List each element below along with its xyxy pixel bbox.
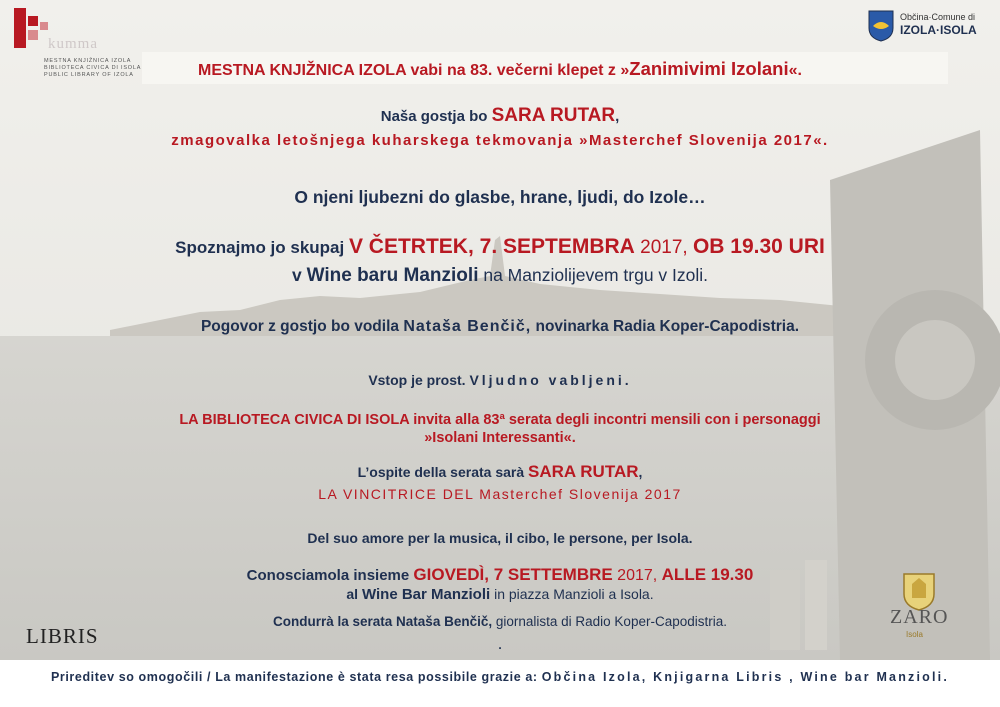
it-invite-line-2: »Isolani Interessanti«. — [424, 430, 576, 446]
sl-guest-intro: Naša gostja bo — [380, 108, 492, 125]
it-host-post: giornalista di Radio Koper-Capodistria. — [492, 614, 727, 629]
library-logo-line-1: MESTNA KNJIŽNICA IZOLA — [44, 58, 132, 64]
it-meet-intro: Conosciamola insieme — [246, 567, 414, 584]
it-host-name: Nataša Benčič, — [396, 614, 493, 629]
it-invite-line-1: LA BIBLIOTECA CIVICA DI ISOLA invita alla 83ª serata degli incontri mensili con i personaggi — [179, 412, 821, 428]
it-meet-day: GIOVEDÌ, 7 SETTEMBRE — [413, 565, 613, 584]
sl-about: O njeni ljubezni do glasbe, hrane, ljudi, do Izole… — [294, 187, 706, 207]
it-meet-year: 2017, — [612, 567, 662, 584]
it-host-pre: Condurrà la serata — [273, 614, 397, 629]
municipality-name-line-2: IZOLA·ISOLA — [900, 23, 977, 37]
trailing-dot: . — [498, 638, 502, 652]
it-meet-time: ALLE 19.30 — [661, 565, 754, 584]
sl-entry-pre: Vstop je prost. — [368, 372, 470, 388]
sl-guest-description: zmagovalka letošnjega kuharskega tekmovanja »Masterchef Slovenija 2017«. — [171, 132, 829, 149]
sl-guest-line — [0, 105, 1000, 127]
footer-names: Občina Izola, Knjigarna Libris , Wine bar Manzioli. — [541, 670, 950, 684]
it-place-post: in piazza Manzioli a Isola. — [490, 586, 654, 602]
municipality-name-line-1: Občina·Comune di — [900, 12, 976, 22]
it-guest-comma: , — [638, 464, 643, 480]
it-guest-intro: L’ospite della serata sarà — [357, 464, 529, 480]
footer-text — [0, 670, 1000, 684]
it-guest-name: SARA RUTAR — [528, 462, 639, 481]
zaro-wordmark: ZARO — [890, 606, 949, 628]
sponsors-footer — [0, 660, 1000, 707]
library-logo-wordmark: kumma — [48, 36, 98, 52]
sl-place-line — [0, 265, 1000, 287]
sl-entry-line — [0, 372, 1000, 388]
title-highlight: Zanimivimi Izolani — [629, 58, 789, 79]
it-place-pre: al — [346, 586, 362, 602]
it-place-line — [0, 586, 1000, 603]
it-guest-line — [0, 462, 1000, 482]
sl-meet-year: 2017, — [634, 237, 693, 258]
sl-meet-day: V ČETRTEK, 7. SEPTEMBRA — [348, 235, 635, 258]
sl-entry-welcome: Vljudno vabljeni. — [469, 372, 632, 388]
sl-guest-comma: , — [615, 108, 620, 125]
sl-place-pre: v — [291, 265, 307, 285]
title-tail: «. — [788, 62, 802, 79]
sl-meet-line — [0, 235, 1000, 259]
library-logo-line-3: PUBLIC LIBRARY OF IZOLA — [44, 72, 134, 78]
footer-lead: Prireditev so omogočili / La manifestazione è stata resa possibile grazie a: — [50, 670, 542, 684]
invitation-title — [0, 58, 1000, 80]
sl-place-venue: Wine baru Manzioli — [306, 265, 479, 286]
sl-guest-name: SARA RUTAR — [491, 105, 616, 126]
sl-place-post: na Manziolijevem trgu v Izoli. — [478, 265, 709, 285]
it-host-line — [0, 614, 1000, 629]
libris-logo — [26, 624, 99, 649]
sl-host-name: Nataša Benčič, — [403, 318, 532, 335]
municipality-crest-icon — [868, 10, 894, 42]
it-about: Del suo amore per la musica, il cibo, le persone, per Isola. — [307, 530, 693, 546]
sl-host-line — [0, 318, 1000, 336]
zaro-subtitle: Isola — [906, 630, 923, 639]
sl-meet-intro: Spoznajmo jo skupaj — [175, 238, 349, 257]
it-guest-description: LA VINCITRICE DEL Masterchef Slovenija 2017 — [318, 486, 682, 502]
sl-host-pre: Pogovor z gostjo bo vodila — [200, 318, 404, 335]
sl-meet-time: OB 19.30 URI — [692, 235, 825, 258]
it-meet-line — [0, 565, 1000, 585]
it-place-venue: Wine Bar Manzioli — [361, 586, 491, 603]
sl-host-post: novinarka Radia Koper-Capodistria. — [531, 318, 800, 335]
library-logo-line-2: BIBLIOTECA CIVICA DI ISOLA — [44, 65, 142, 71]
libris-wordmark: LIBRIS — [26, 624, 99, 648]
title-lead: MESTNA KNJIŽNICA IZOLA vabi na 83. večerni klepet z » — [198, 62, 630, 79]
library-logo — [8, 6, 142, 86]
